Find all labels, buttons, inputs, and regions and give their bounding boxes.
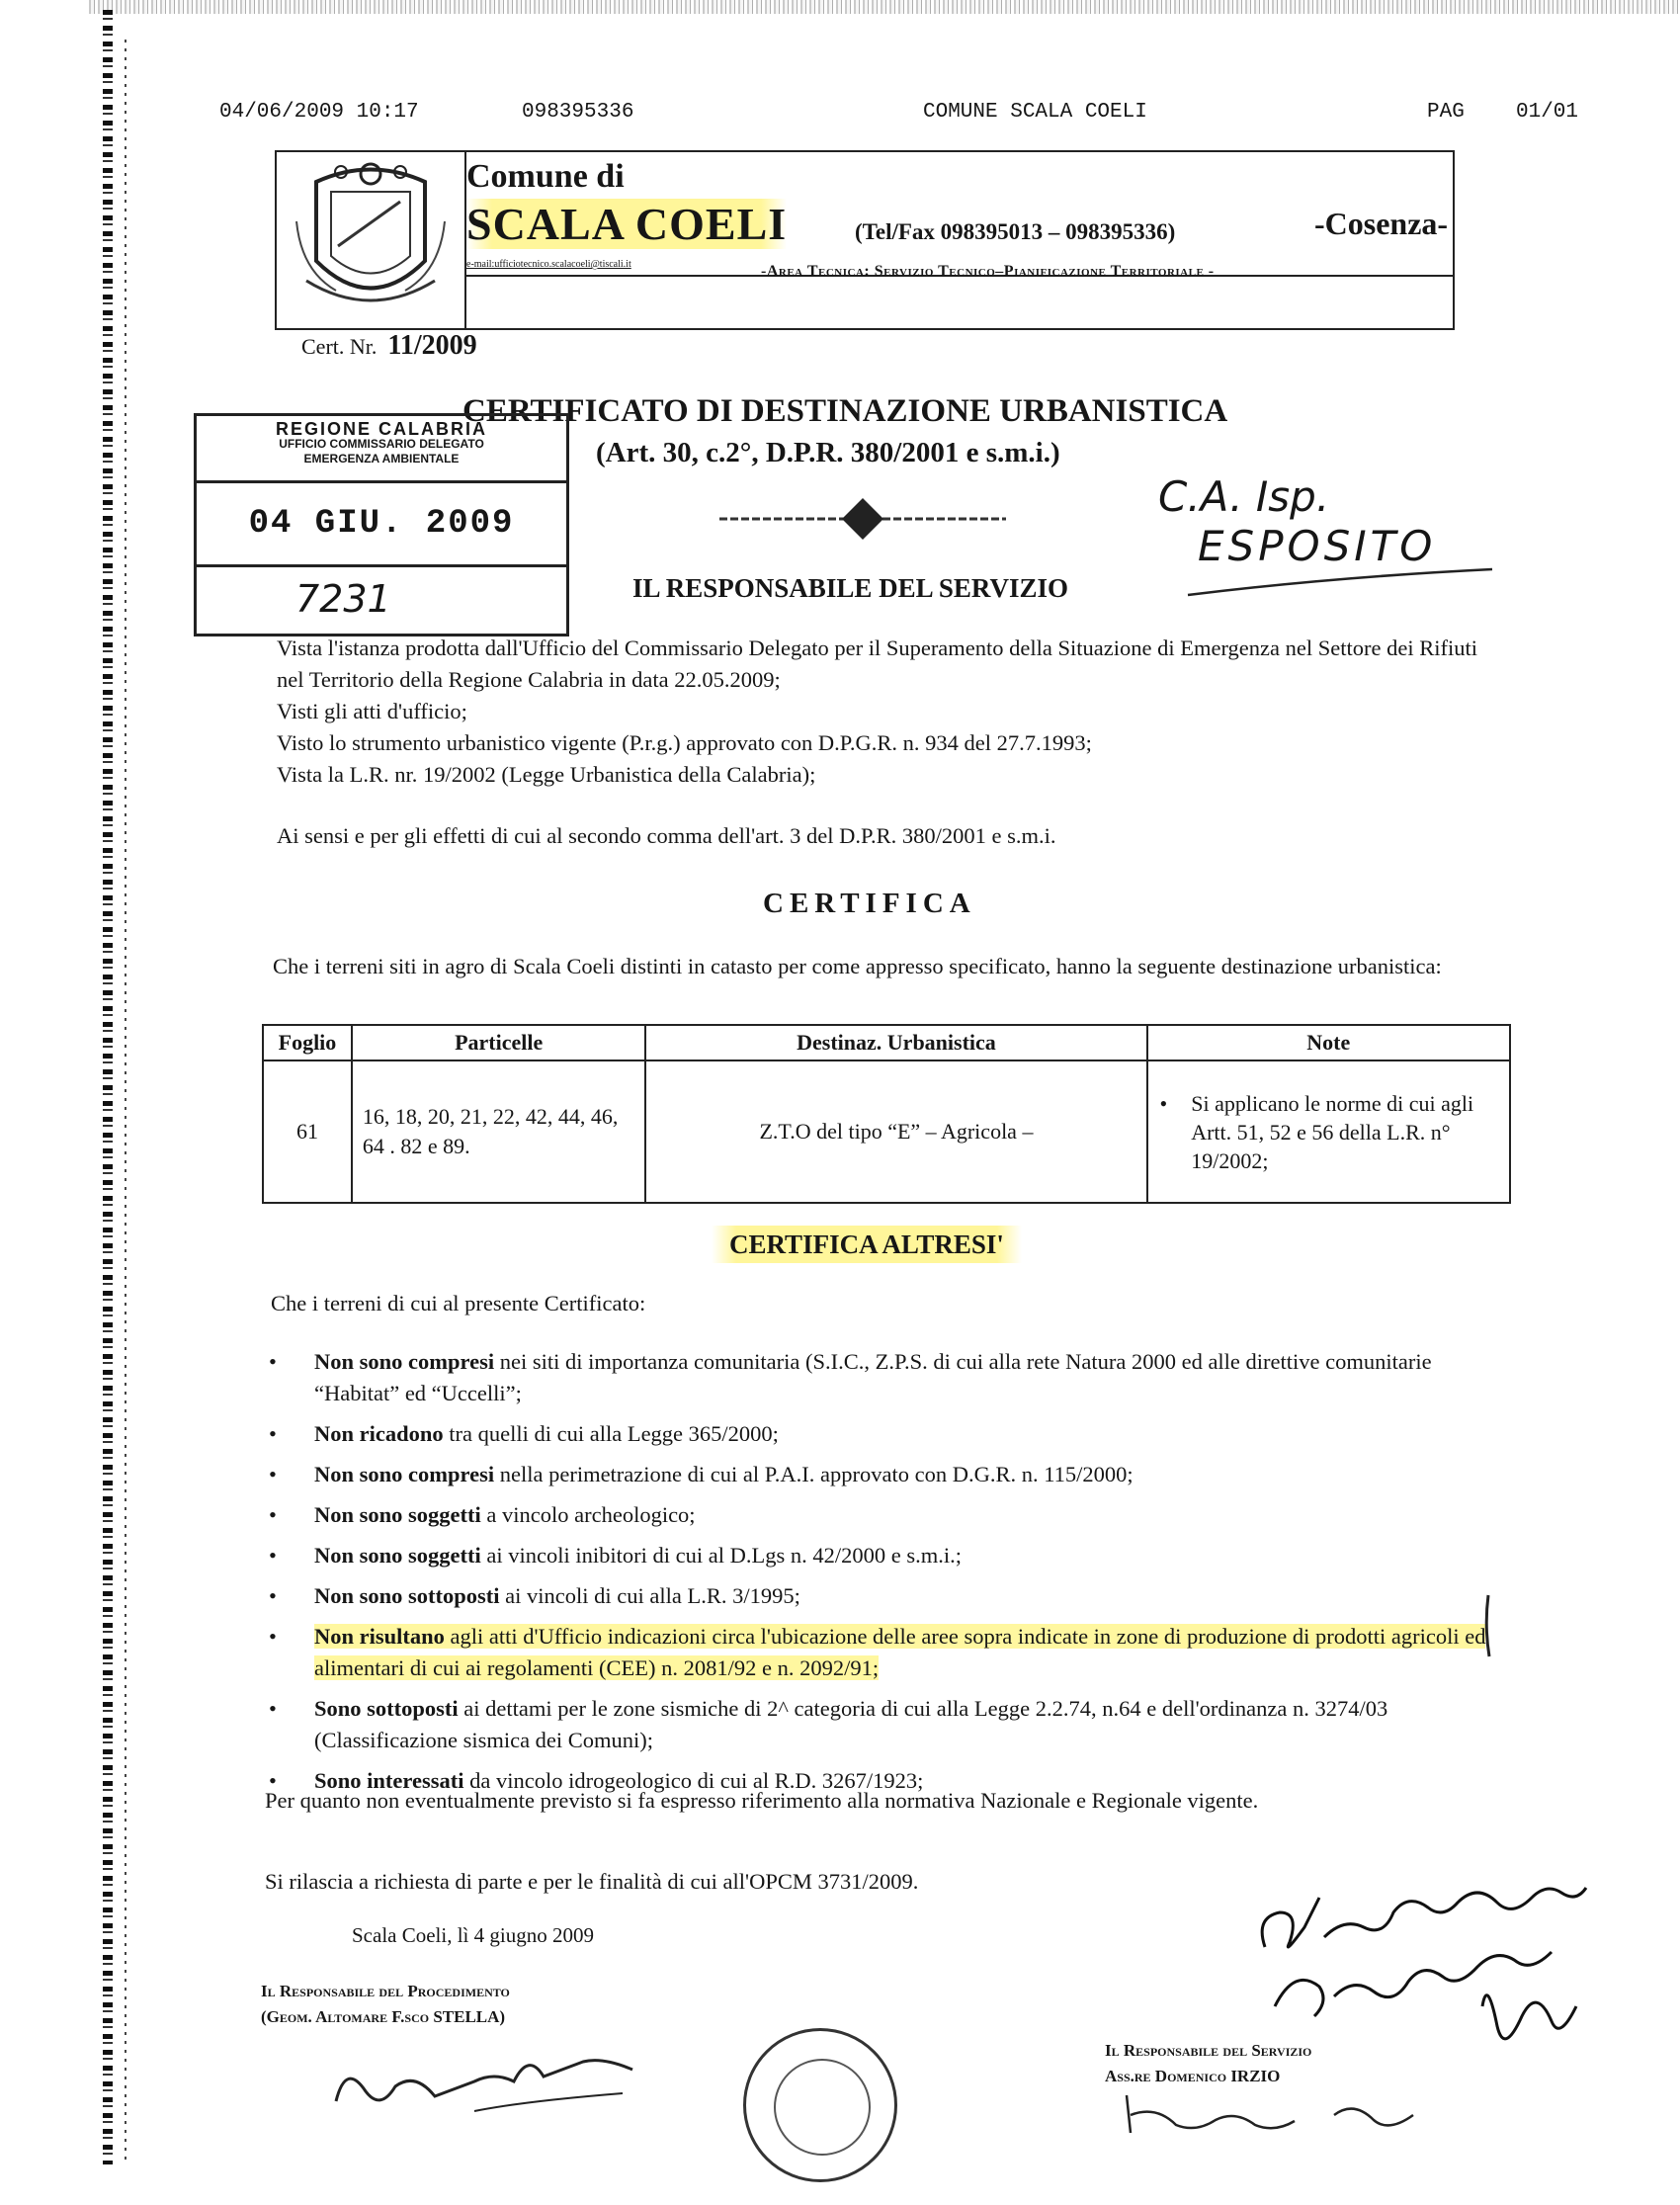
- handwritten-underline-icon: [1184, 563, 1500, 603]
- municipal-seal-icon: [743, 2028, 897, 2182]
- note-text: Si applicano le norme di cui agli Artt. 51, 52 e 56 della L.R. n° 19/2002;: [1191, 1090, 1474, 1173]
- list-item: • Non sono compresi nei siti di importanza comunitaria (S.I.C., Z.P.S. di cui alla rete Natura 2000 ed alle direttive comunitarie “Habitat” ed “Uccelli”;: [269, 1349, 1432, 1405]
- note-bullet: •: [1159, 1090, 1168, 1116]
- ornament-divider-icon: [719, 494, 1006, 544]
- list-item: • Non ricadono tra quelli di cui alla Legge 365/2000;: [269, 1421, 779, 1446]
- comune-di: Comune di: [466, 158, 625, 195]
- responsabile-heading: IL RESPONSABILE DEL SERVIZIO: [632, 573, 1068, 603]
- col-note: Note: [1147, 1025, 1510, 1060]
- premise-istanza: Vista l'istanza prodotta dall'Ufficio del Commissario Delegato per il Superamento della Situazione di Emergenza nel Settore dei Rifiuti nel Territorio della Regione Calabria in data 22.05.2009;: [277, 636, 1477, 692]
- cert-number: Cert. Nr. 11/2009: [301, 330, 477, 361]
- table-header-row: [263, 1025, 1510, 1060]
- altresi-list: [265, 1346, 1500, 1806]
- premise-prg: Visto lo strumento urbanistico vigente (P.r.g.) approvato con D.P.G.R. n. 934 del 27.7.1993;: [277, 730, 1092, 755]
- received-stamp: [194, 413, 569, 636]
- scan-noise-left: [103, 10, 113, 2164]
- document-subtitle: (Art. 30, c.2°, D.P.R. 380/2001 e s.m.i.): [596, 437, 1060, 468]
- fax-sender: COMUNE SCALA COELI: [923, 101, 1147, 124]
- list-item: • Non sono soggetti a vincolo archeologico;: [269, 1502, 696, 1527]
- cadastral-table: [262, 1024, 1511, 1204]
- fax-page-label: PAG: [1427, 101, 1465, 124]
- place-date: Scala Coeli, lì 4 giugno 2009: [352, 1923, 594, 1947]
- scan-noise-top: [89, 0, 1680, 14]
- premises: [277, 633, 1492, 852]
- handwritten-signature-icon: [1245, 1858, 1601, 2066]
- altresi-heading: CERTIFICA ALTRESI': [712, 1230, 1022, 1260]
- cell-note: [1147, 1060, 1510, 1203]
- list-item: • Sono interessati da vincolo idrogeologico di cui al R.D. 3267/1923;: [269, 1768, 924, 1793]
- fax-datetime: 04/06/2009 10:17: [219, 101, 419, 124]
- servizio-role: Il Responsabile del Servizio: [1105, 2041, 1312, 2060]
- cell-destinazione: Z.T.O del tipo “E” – Agricola –: [645, 1060, 1146, 1203]
- stamp-date: 04 GIU. 2009: [197, 483, 566, 567]
- closing-reference: Per quanto non eventualmente previsto si fa espresso riferimento alla normativa Nazionale e Regionale vigente.: [265, 1788, 1259, 1813]
- signature-stella-icon: [326, 2042, 642, 2131]
- scan-noise-left-dots: [125, 40, 126, 2164]
- list-item: • Non sono compresi nella perimetrazione di cui al P.A.I. approvato con D.G.R. n. 115/2000;: [269, 1462, 1134, 1486]
- fax-page-value: 01/01: [1516, 101, 1579, 124]
- signatory-procedimento: [261, 1979, 510, 2030]
- signature-irzio-icon: [1117, 2085, 1433, 2145]
- area-tecnica: -Area Tecnica: Servizio Tecnico–Pianificazione Territoriale -: [761, 263, 1215, 280]
- comune-name: SCALA COELI: [466, 199, 788, 249]
- col-foglio: Foglio: [263, 1025, 352, 1060]
- list-item: • Sono sottoposti ai dettami per le zone sismiche di 2^ categoria di cui alla Legge 2.2.74, n.64 e dell'ordinanza n. 3274/03 (Classificazione sismica dei Comuni);: [269, 1696, 1388, 1752]
- margin-mark-icon: [1480, 1591, 1496, 1660]
- premise-atti: Visti gli atti d'ufficio;: [277, 699, 467, 723]
- certifica-intro: Che i terreni siti in agro di Scala Coeli distinti in catasto per come appresso specificato, hanno la seguente destinazione urbanistica:: [273, 954, 1442, 978]
- col-destinazione: Destinaz. Urbanistica: [645, 1025, 1146, 1060]
- closing-release: Si rilascia a richiesta di parte e per le finalità di cui all'OPCM 3731/2009.: [265, 1869, 919, 1894]
- premise-lr: Vista la L.R. nr. 19/2002 (Legge Urbanistica della Calabria);: [277, 762, 816, 787]
- list-item: • Non sono sottoposti ai vincoli di cui alla L.R. 3/1995;: [269, 1583, 800, 1608]
- cell-particelle: 16, 18, 20, 21, 22, 42, 44, 46, 64 . 82 e 89.: [352, 1060, 646, 1203]
- handwritten-note-line1: C.A. Isp.: [1158, 472, 1330, 521]
- coat-of-arms-icon: [277, 152, 466, 328]
- col-particelle: Particelle: [352, 1025, 646, 1060]
- cell-foglio: 61: [263, 1060, 352, 1203]
- email: e-mail:ufficiotecnico.scalacoeli@tiscali.it: [466, 259, 631, 270]
- procedimento-name: (Geom. Altomare F.sco STELLA): [261, 2007, 506, 2026]
- stamp-office: REGIONE CALABRIA UFFICIO COMMISSARIO DELEGATO EMERGENZA AMBIENTALE: [197, 416, 566, 483]
- certifica-heading: CERTIFICA: [763, 888, 976, 919]
- list-item: • Non sono soggetti ai vincoli inibitori di cui al D.Lgs n. 42/2000 e s.m.i.;: [269, 1543, 962, 1568]
- servizio-name: Ass.re Domenico IRZIO: [1105, 2067, 1281, 2085]
- handwritten-note-line2: ESPOSITO: [1198, 522, 1437, 570]
- provincia: -Cosenza-: [1314, 206, 1449, 241]
- cert-number-value: 11/2009: [387, 330, 477, 361]
- altresi-intro: Che i terreni di cui al presente Certificato:: [271, 1291, 646, 1315]
- procedimento-role: Il Responsabile del Procedimento: [261, 1982, 510, 2000]
- table-row: [263, 1060, 1510, 1203]
- document-title: CERTIFICATO DI DESTINAZIONE URBANISTICA: [462, 393, 1228, 429]
- ai-sensi: Ai sensi e per gli effetti di cui al secondo comma dell'art. 3 del D.P.R. 380/2001 e s.m.i.: [277, 823, 1056, 848]
- list-item: • Non risultano agli atti d'Ufficio indicazioni circa l'ubicazione delle aree sopra indicate in zone di produzione di prodotti agricoli ed alimentari di cui ai regolamenti (CEE) n. 2081/92 e n. 2092/91;: [269, 1624, 1486, 1680]
- stamp-protocol: 7231: [295, 577, 391, 621]
- fax-number: 098395336: [522, 101, 634, 124]
- telfax: (Tel/Fax 098395013 – 098395336): [855, 219, 1176, 244]
